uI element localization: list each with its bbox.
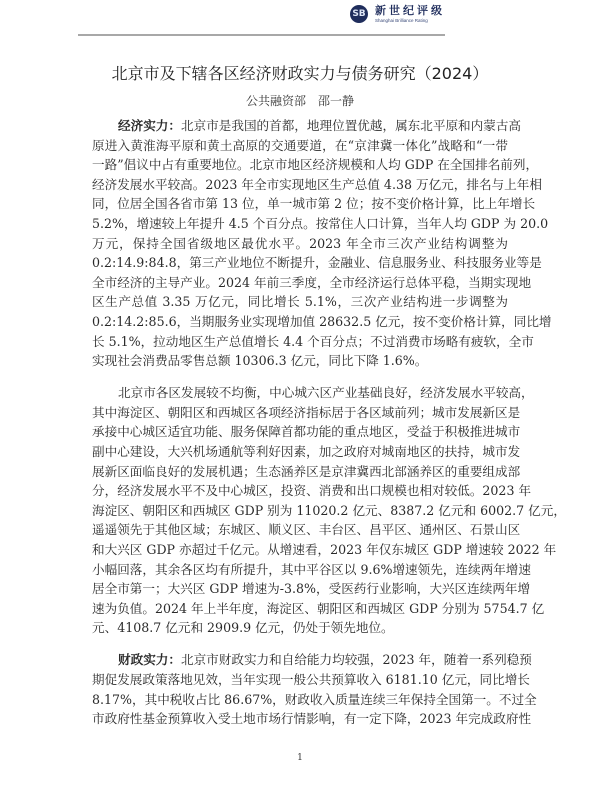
text-line bbox=[92, 332, 534, 352]
line-text: 5.2%，增速较上年提升 4.5 个百分点。按常住人口计算，当年人均 GDP 为 20.0 bbox=[92, 215, 549, 231]
text-line bbox=[92, 403, 521, 423]
text-line bbox=[92, 670, 530, 690]
line-text: 全市经济的主导产业。2024 年前三季度，全市经济运行总体平稳，当期实现地 bbox=[92, 274, 532, 290]
text-line bbox=[92, 618, 508, 638]
paragraph bbox=[92, 383, 566, 638]
line-text: 经济发展水平较高。2023 年全市实现地区生产总值 4.38 万亿元，排名与上年相 bbox=[92, 176, 542, 192]
text-line bbox=[92, 116, 521, 136]
line-text: 0.2:14.9:84.8，第三产业地位不断提升，金融业、信息服务业、科技服务业等是 bbox=[92, 255, 542, 271]
text-line bbox=[92, 383, 534, 403]
text-line bbox=[92, 462, 521, 482]
document-body bbox=[92, 116, 566, 741]
line-text: 承接中心城区适宜功能、服务保障首都功能的重点地区，受益于积极推进城市 bbox=[92, 424, 521, 440]
text-line bbox=[92, 481, 532, 501]
line-text: 原进入黄淮海平原和黄土高原的交通要道，在“京津冀一体化”战略和“一带 bbox=[92, 137, 508, 153]
text-line bbox=[92, 351, 508, 371]
logo-text bbox=[375, 4, 445, 24]
line-text: 副中心建设，大兴机场通航等利好因素，加之政府对城南地区的扶持，城市发 bbox=[92, 444, 521, 459]
text-line bbox=[92, 194, 536, 214]
line-text: 市政府性基金预算收入受土地市场行情影响，有一定下降，2023 年完成政府性 bbox=[92, 711, 532, 727]
line-text: 长 5.1%，拉动地区生产总值增长 4.4 个百分点；不过消费市场略有疲软，全市 bbox=[92, 333, 534, 349]
line-text: 居全市第一；大兴区 GDP 增速为-3.8%，受医药行业影响，大兴区连续两年增 bbox=[92, 581, 531, 597]
line-text: 展新区面临良好的发展机遇；生态涵养区是京津冀西北部涵养区的重要组成部 bbox=[92, 463, 521, 479]
text-line bbox=[92, 540, 557, 560]
line-text: 北京市各区发展较不均衡，中心城六区产业基础良好，经济发展水平较高， bbox=[118, 385, 534, 401]
paragraph bbox=[92, 116, 552, 371]
section-label: 经济实力： bbox=[118, 118, 181, 133]
text-line bbox=[92, 136, 508, 156]
page-number: 1 bbox=[297, 753, 303, 763]
line-text: 0.2:14.2:85.6，当期服务业实现增加值 28632.5 亿元，按不变价格计算，同比增 bbox=[92, 313, 552, 329]
logo-english-name: Shanghai Brilliance Rating bbox=[375, 18, 428, 23]
line-text: 小幅回落，其余各区均有所提升，其中平谷区以 9.6%增速领先，连续两年增速 bbox=[92, 561, 531, 577]
line-text: 8.17%，其中税收占比 86.67%，财政收入质量连续三年保持全国第一。不过全 bbox=[92, 691, 537, 707]
text-line bbox=[92, 234, 508, 254]
text-line bbox=[92, 273, 532, 293]
text-line bbox=[92, 155, 539, 175]
line-text: 北京市是我国的首都，地理位置优越，属东北平原和内蒙古高 bbox=[180, 118, 521, 133]
text-line bbox=[92, 442, 521, 462]
line-text: 万元，保持全国省级地区最优水平。2023 年全市三次产业结构调整为 bbox=[92, 235, 508, 251]
section-label: 财政实力： bbox=[118, 652, 181, 668]
document-author: 公共融资部 邵一静 bbox=[245, 94, 354, 108]
line-text: 分，经济发展水平不及中心城区，投资、消费和出口规模也相对较低。2023 年 bbox=[92, 483, 532, 499]
line-text: 同，位居全国各省市第 13 位，单一城市第 2 位；按不变价格计算，比上年增长 bbox=[92, 196, 536, 212]
text-line bbox=[92, 520, 521, 540]
text-line bbox=[92, 501, 566, 521]
text-line bbox=[92, 709, 532, 729]
line-text: 遥遥领先于其他区域；东城区、顺义区、丰台区、昌平区、通州区、石景山区 bbox=[92, 522, 521, 538]
line-text: 元、4108.7 亿元和 2909.9 亿元，仍处于领先地位。 bbox=[92, 620, 394, 636]
text-line bbox=[92, 214, 549, 234]
text-line bbox=[92, 175, 542, 195]
line-text: 速为负值。2024 年上半年度，海淀区、朝阳区和西城区 GDP 分别为 5754.7 亿 bbox=[92, 600, 545, 616]
line-text: 期促发展政策落地见效，当年实现一般公共预算收入 6181.10 亿元，同比增长 bbox=[92, 672, 530, 688]
header-divider bbox=[78, 34, 445, 36]
paragraph bbox=[92, 650, 537, 728]
line-text: 区生产总值 3.35 万亿元，同比增长 5.1%，三次产业结构进一步调整为 bbox=[92, 294, 508, 310]
line-text: 一路”倡议中占有重要地位。北京市地区经济规模和人均 GDP 在全国排名前列， bbox=[92, 157, 539, 173]
line-text: 实现社会消费品零售总额 10306.3 亿元，同比下降 1.6%。 bbox=[92, 353, 428, 369]
line-text: 和大兴区 GDP 亦超过千亿元。从增速看，2023 年仅东城区 GDP 增速较 2022 年 bbox=[92, 541, 557, 557]
logo-emblem-icon: SB bbox=[350, 5, 368, 23]
text-line bbox=[92, 253, 542, 273]
text-line bbox=[92, 312, 552, 332]
line-text: 海淀区、朝阳区和西城区 GDP 别为 11020.2 亿元、8387.2 亿元和 6002.7 亿元， bbox=[92, 502, 566, 518]
text-line bbox=[92, 560, 531, 580]
text-line bbox=[92, 422, 521, 442]
brand-logo bbox=[350, 4, 445, 24]
line-text: 北京市财政实力和自给能力均较强，2023 年，随着一系列稳预 bbox=[180, 652, 532, 668]
text-line bbox=[92, 579, 531, 599]
text-line bbox=[92, 292, 508, 312]
text-line bbox=[92, 690, 537, 710]
text-line bbox=[92, 599, 545, 619]
text-line bbox=[92, 650, 532, 670]
line-text: 其中海淀区、朝阳区和西城区各项经济指标居于各区域前列；城市发展新区是 bbox=[92, 404, 521, 420]
logo-chinese-name: 新世纪评级 bbox=[375, 4, 445, 17]
document-title: 北京市及下辖各区经济财政实力与债务研究（2024） bbox=[111, 64, 489, 83]
